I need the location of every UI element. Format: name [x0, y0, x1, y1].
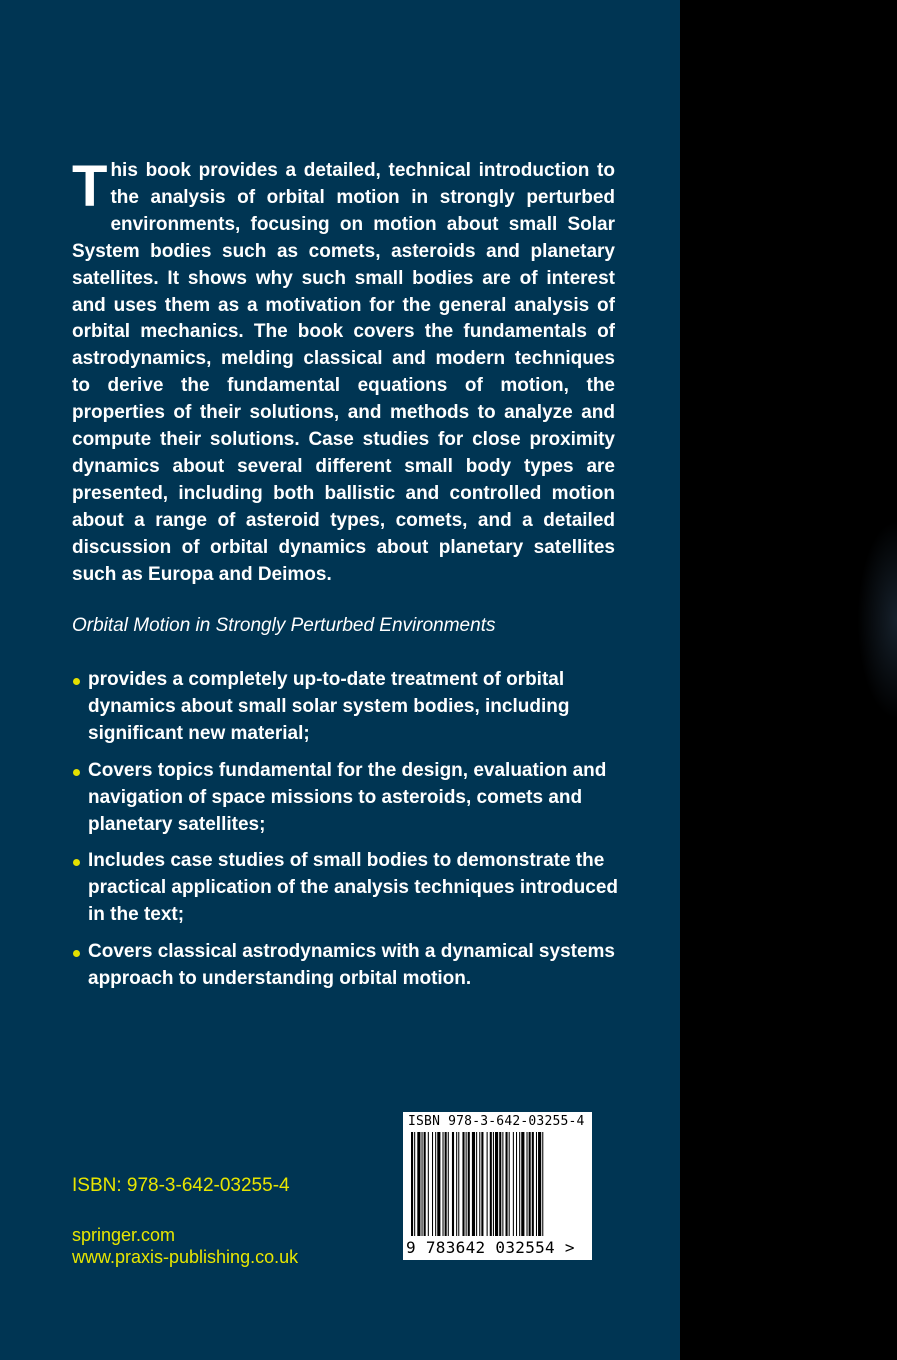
feature-item	[72, 848, 632, 929]
bullet-icon	[73, 769, 80, 776]
barcode-bar	[458, 1132, 459, 1236]
praxis-link[interactable]: www.praxis-publishing.co.uk	[72, 1247, 299, 1267]
barcode-bar	[532, 1132, 534, 1236]
spine-shading	[857, 520, 897, 720]
feature-text: Covers topics fundamental for the design, evaluation and navigation of space missions to asteroids, comets and planetary satellites;	[88, 759, 607, 835]
barcode-bar	[495, 1132, 498, 1236]
barcode-isbn-text: ISBN 978-3-642-03255-4	[408, 1114, 585, 1129]
barcode-bar	[490, 1132, 492, 1236]
barcode-bar	[513, 1132, 514, 1236]
barcode-bar	[521, 1132, 524, 1236]
book-spine	[680, 0, 897, 1360]
barcode-bar	[499, 1132, 501, 1236]
barcode-bar	[516, 1132, 517, 1236]
barcode-bar	[435, 1132, 436, 1236]
barcode-bar	[424, 1132, 426, 1236]
barcode-bar	[481, 1132, 483, 1236]
feature-item	[72, 939, 632, 993]
barcode-bar	[472, 1132, 475, 1236]
barcode-bar	[493, 1132, 494, 1236]
barcode-bar	[487, 1132, 488, 1236]
feature-item	[72, 758, 632, 839]
description-text: his book provides a detailed, technical introduction to the analysis of orbital motion in strongly perturbed environments, focusing on motion about small Solar System bodies such as comets, asteroids and planetary satellites. It shows why such small bodies are of interest and uses them as a motivation for the general analysis of orbital mechanics. The book covers the fundamentals of astrodynamics, melding classical and modern techniques to derive the fundamental equations of motion, the properties of their solutions, and methods to analyze and compute their solutions. Case studies for close proximity dynamics about several different small body types are presented, including both ballistic and controlled motion about a range of asteroid types, comets, and a detailed discussion of orbital dynamics about planetary satellites such as Europa and Deimos.	[72, 160, 615, 585]
barcode-bar	[437, 1132, 440, 1236]
barcode-bar	[536, 1132, 537, 1236]
barcode-bar	[542, 1132, 543, 1236]
barcode-bar	[432, 1132, 433, 1236]
barcode-bar	[443, 1132, 444, 1236]
feature-text: Covers classical astrodynamics with a dynamical systems approach to understanding orbital motion.	[88, 941, 615, 990]
barcode-bar	[509, 1132, 510, 1236]
barcode-bar	[468, 1132, 470, 1236]
barcode-bar	[479, 1132, 480, 1236]
barcode-bar	[466, 1132, 467, 1236]
barcode-bar	[527, 1132, 528, 1236]
barcode-bar	[448, 1132, 449, 1236]
barcode-bar	[538, 1132, 541, 1236]
barcode-bar	[456, 1132, 457, 1236]
isbn-label: ISBN: 978-3-642-03255-4	[72, 1175, 290, 1196]
barcode-bar	[476, 1132, 477, 1236]
bullet-icon	[73, 859, 80, 866]
feature-text: Includes case studies of small bodies to demonstrate the practical application of the analysis techniques introduced in the text;	[88, 850, 619, 926]
barcode-bars	[411, 1132, 586, 1236]
bullet-icon	[73, 678, 80, 685]
drop-cap-letter: T	[72, 154, 108, 219]
publisher-links	[72, 1224, 298, 1268]
book-description	[72, 154, 615, 589]
barcode-bar	[411, 1132, 413, 1236]
barcode-bar	[502, 1132, 503, 1236]
feature-text: provides a completely up-to-date treatment of orbital dynamics about small solar system bodies, including significant new material;	[88, 669, 570, 744]
barcode-bar	[417, 1132, 420, 1236]
barcode-ean-digits: 9 783642 032554 >	[406, 1238, 575, 1257]
barcode-bar	[452, 1132, 454, 1236]
barcode-bar	[462, 1132, 464, 1236]
feature-list	[72, 667, 632, 1003]
book-subtitle: Orbital Motion in Strongly Perturbed Environments	[72, 615, 496, 636]
barcode-bar	[519, 1132, 520, 1236]
barcode-bar	[428, 1132, 429, 1236]
feature-item	[72, 667, 632, 748]
barcode-bar	[414, 1132, 415, 1236]
barcode-bar	[529, 1132, 531, 1236]
barcode-bar	[506, 1132, 508, 1236]
barcode-bar	[445, 1132, 447, 1236]
bullet-icon	[73, 950, 80, 957]
isbn-barcode	[403, 1112, 592, 1260]
springer-link[interactable]: springer.com	[72, 1225, 176, 1245]
barcode-bar	[422, 1132, 423, 1236]
